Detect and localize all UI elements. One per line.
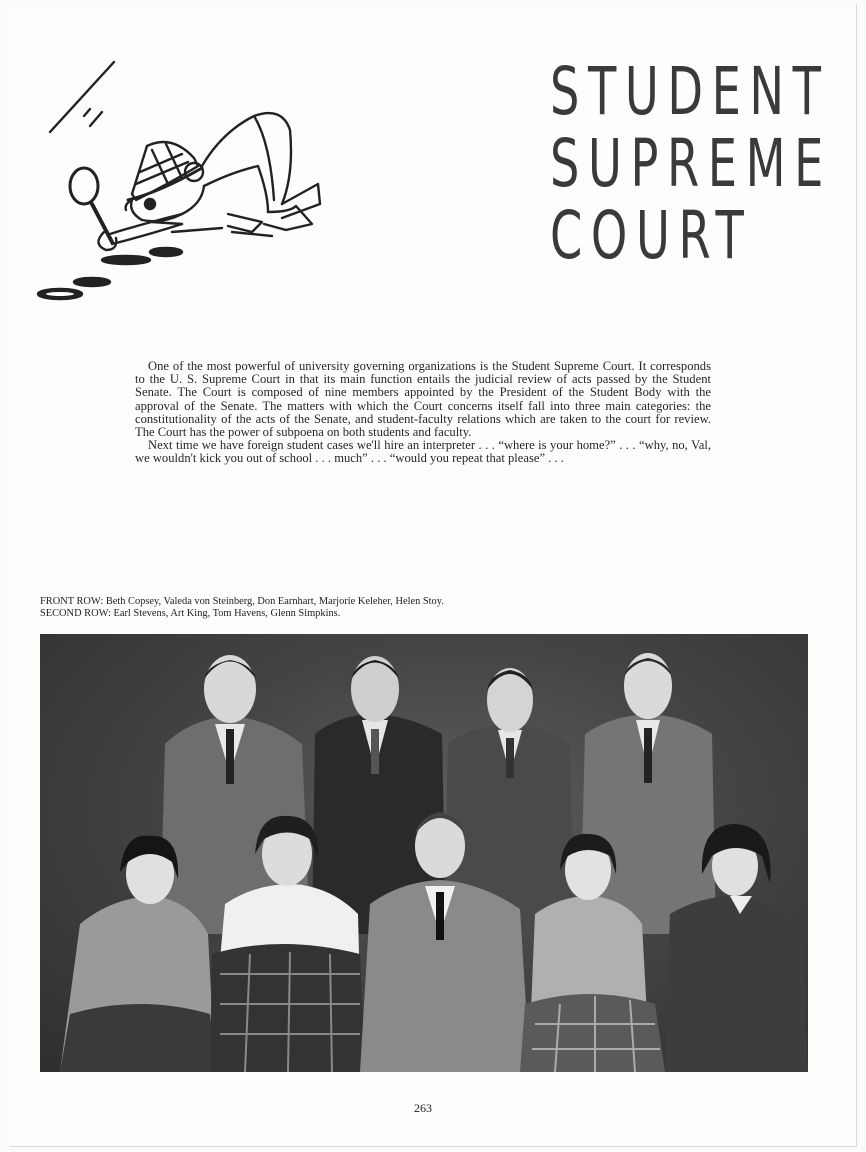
body-text [135,360,711,466]
group-photo [40,634,808,1072]
paragraph: Next time we have foreign student cases we'll hire an interpreter . . . “where is your home?” . . . “why, no, Val, we wouldn't kick you out of school . . . much” . . . “would you repeat that please” . . . [135,438,711,466]
page-title [550,53,832,274]
title-line: STUDENT [550,53,830,130]
title-line: SUPREME [550,125,832,202]
group-photo-figures [40,634,808,1072]
title-line: COURT [550,197,753,274]
caption-front-row: FRONT ROW: Beth Copsey, Valeda von Steinberg, Don Earnhart, Marjorie Keleher, Helen Stoy. [40,596,444,607]
page-number: 263 [414,1101,432,1115]
detective-cartoon-illustration [32,54,332,314]
yearbook-page [10,4,857,1147]
paragraph: One of the most powerful of university governing organizations is the Student Supreme Court. It corresponds to the U. S. Supreme Court in that its main function entails the judicial review of acts passed by the Student Senate. The Court is composed of nine members appointed by the President of the Student Body with the approval of the Senate. The matters with which the Court concerns itself fall into three main categories: the constitutionality of the acts of the Senate, and student-faculty relations which are taken to the court for review. The Court has the power of subpoena on both students and faculty. [135,359,711,440]
photo-caption [40,596,740,621]
caption-second-row: SECOND ROW: Earl Stevens, Art King, Tom Havens, Glenn Simpkins. [40,608,341,620]
